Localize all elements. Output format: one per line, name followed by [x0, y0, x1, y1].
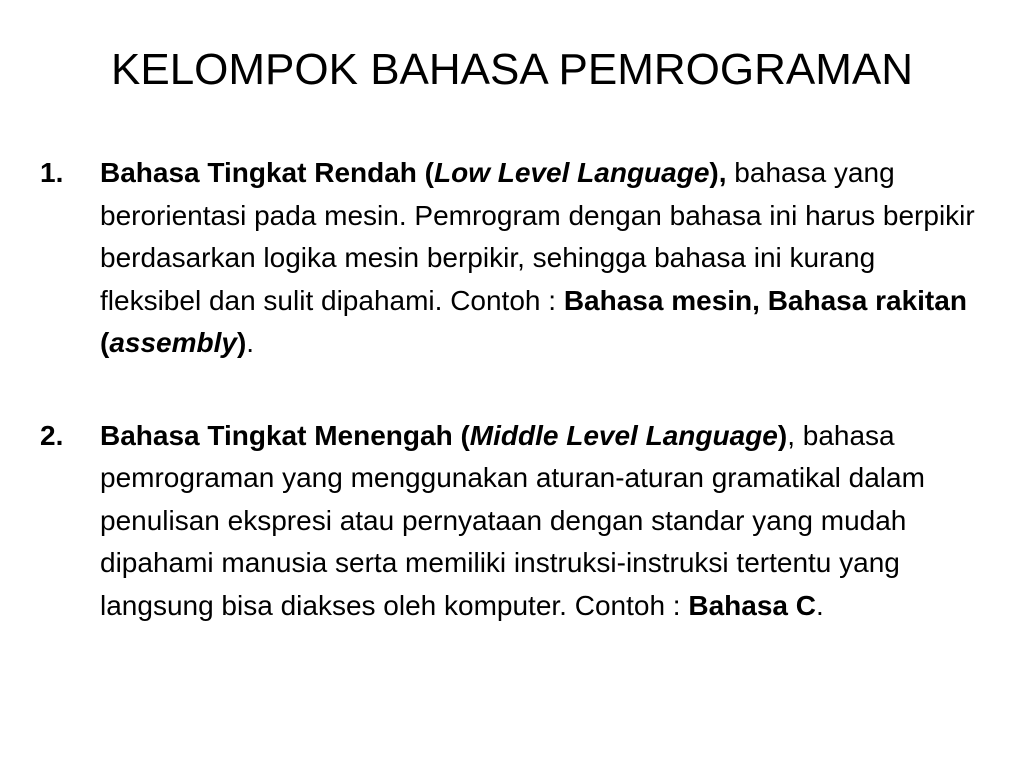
- item-end: .: [246, 327, 255, 358]
- item-body: bahasa yang berorientasi pada mesin. Pemrogram dengan bahasa ini harus berpikir berdasarkan logika mesin berpikir, sehingga bahasa ini kurang fleksibel dan sulit dipahami. Contoh :: [100, 157, 975, 316]
- list-item-2: [40, 415, 980, 628]
- slide-title: KELOMPOK BAHASA PEMROGRAMAN: [111, 45, 913, 94]
- example-close: ): [236, 327, 247, 358]
- item-number: 2.: [40, 419, 64, 451]
- heading-italic-term: Middle Level Language: [469, 419, 778, 451]
- item-example: Bahasa C: [688, 589, 816, 621]
- item-heading: [100, 157, 727, 188]
- item-number: 1.: [40, 157, 64, 188]
- item-end: .: [816, 589, 824, 621]
- example-italic-term: assembly: [109, 327, 237, 358]
- heading-text: Bahasa Tingkat Menengah (: [100, 419, 470, 451]
- example-text: Bahasa mesin, Bahasa rakitan (: [100, 284, 967, 358]
- numbered-list: [40, 152, 980, 627]
- heading-close: ),: [709, 157, 727, 188]
- item-heading: [100, 420, 787, 451]
- heading-close: ): [777, 419, 788, 451]
- heading-italic-term: Low Level Language: [434, 157, 710, 188]
- list-item-1: [40, 152, 980, 365]
- heading-text: Bahasa Tingkat Rendah (: [100, 157, 435, 188]
- item-body: , bahasa pemrograman yang menggunakan aturan-aturan gramatikal dalam penulisan ekspresi atau pernyataan dengan standar yang mudah dipahami manusia serta memiliki instruksi-instruksi tertentu yang langsung bisa diakses oleh komputer. Contoh :: [100, 419, 925, 621]
